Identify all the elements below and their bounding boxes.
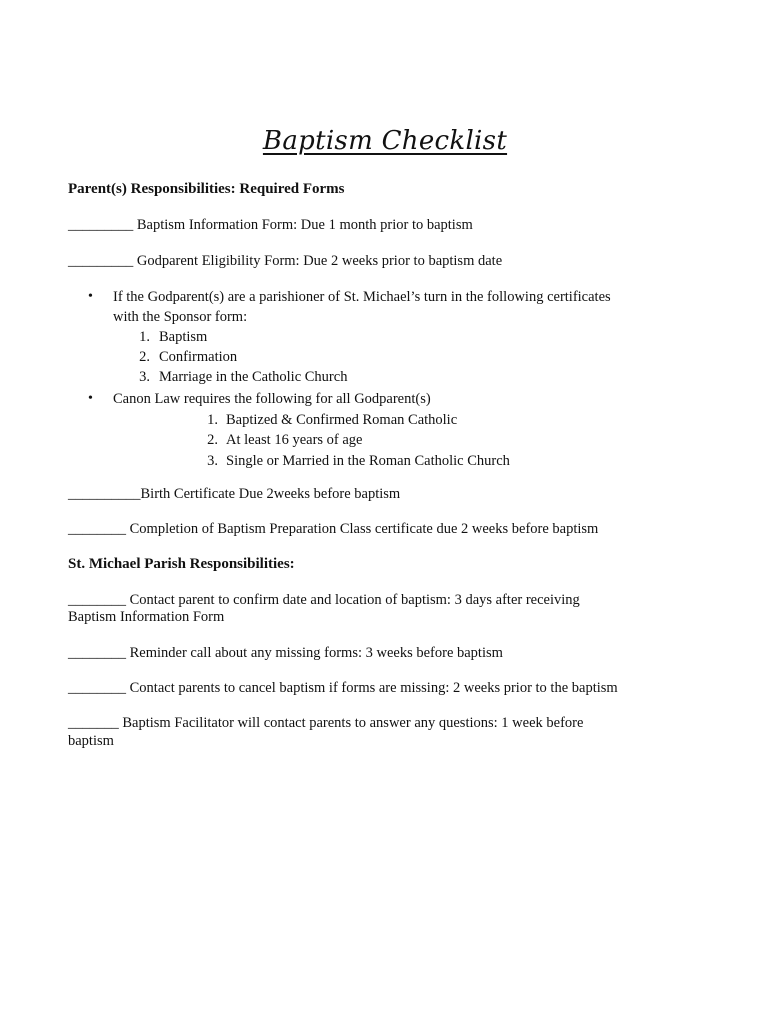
bullet-icon: • bbox=[88, 391, 93, 406]
blank-line: ________ bbox=[68, 645, 126, 661]
checklist-item-preparation-class bbox=[68, 521, 598, 538]
list-number: 1. bbox=[139, 329, 150, 345]
bullet-text-line: with the Sponsor form: bbox=[113, 309, 248, 325]
checklist-item-godparent-eligibility-form bbox=[68, 253, 502, 270]
checklist-item-text: Godparent Eligibility Form: Due 2 weeks prior to baptism date bbox=[136, 253, 503, 269]
bullet-text-line: Canon Law requires the following for all Godparent(s) bbox=[113, 391, 431, 407]
checklist-item-text: Completion of Baptism Preparation Class certificate due 2 weeks before baptism bbox=[129, 521, 599, 537]
checklist-item-text: Baptism Information Form: Due 1 month prior to baptism bbox=[136, 217, 473, 233]
blank-line: ________ bbox=[68, 521, 126, 537]
checklist-item-reminder-call bbox=[68, 645, 503, 662]
blank-line: ________ bbox=[68, 592, 126, 608]
blank-line: ________ bbox=[68, 680, 126, 696]
checklist-item-text: Baptism Facilitator will contact parents to answer any questions: 1 week before bbox=[122, 715, 584, 731]
parish-section-heading: St. Michael Parish Responsibilities: bbox=[68, 556, 295, 572]
blank-line: _________ bbox=[68, 253, 134, 269]
list-item: Confirmation bbox=[159, 349, 238, 365]
checklist-item-continuation: baptism bbox=[68, 733, 114, 749]
checklist-item-text: Contact parents to cancel baptism if forms are missing: 2 weeks prior to the baptism bbox=[129, 680, 618, 696]
list-item: Marriage in the Catholic Church bbox=[159, 369, 348, 385]
checklist-item-baptism-information-form bbox=[68, 217, 473, 234]
checklist-item-text: Reminder call about any missing forms: 3 weeks before baptism bbox=[129, 645, 503, 661]
list-number: 3. bbox=[207, 453, 218, 469]
checklist-item-text: Contact parent to confirm date and location of baptism: 3 days after receiving bbox=[129, 592, 580, 608]
page-title: Baptism Checklist bbox=[262, 126, 508, 156]
checklist-item-text: Birth Certificate Due 2weeks before baptism bbox=[140, 486, 401, 502]
list-item: Baptism bbox=[159, 329, 208, 345]
checklist-item-cancel-baptism bbox=[68, 680, 618, 697]
parent-section-heading: Parent(s) Responsibilities: Required Forms bbox=[68, 181, 345, 197]
list-item: Baptized & Confirmed Roman Catholic bbox=[226, 412, 458, 428]
blank-line: _______ bbox=[68, 715, 119, 731]
blank-line: __________ bbox=[68, 486, 141, 502]
list-number: 2. bbox=[207, 432, 218, 448]
list-item: Single or Married in the Roman Catholic Church bbox=[226, 453, 510, 469]
checklist-item-contact-parent bbox=[68, 592, 580, 609]
checklist-item-facilitator bbox=[68, 715, 583, 732]
list-number: 2. bbox=[139, 349, 150, 365]
blank-line: _________ bbox=[68, 217, 134, 233]
checklist-item-birth-certificate bbox=[68, 486, 400, 503]
checklist-item-continuation: Baptism Information Form bbox=[68, 609, 225, 625]
bullet-text-line: If the Godparent(s) are a parishioner of St. Michael’s turn in the following certificates bbox=[113, 289, 611, 305]
list-number: 1. bbox=[207, 412, 218, 428]
list-number: 3. bbox=[139, 369, 150, 385]
bullet-icon: • bbox=[88, 289, 93, 304]
list-item: At least 16 years of age bbox=[226, 432, 363, 448]
